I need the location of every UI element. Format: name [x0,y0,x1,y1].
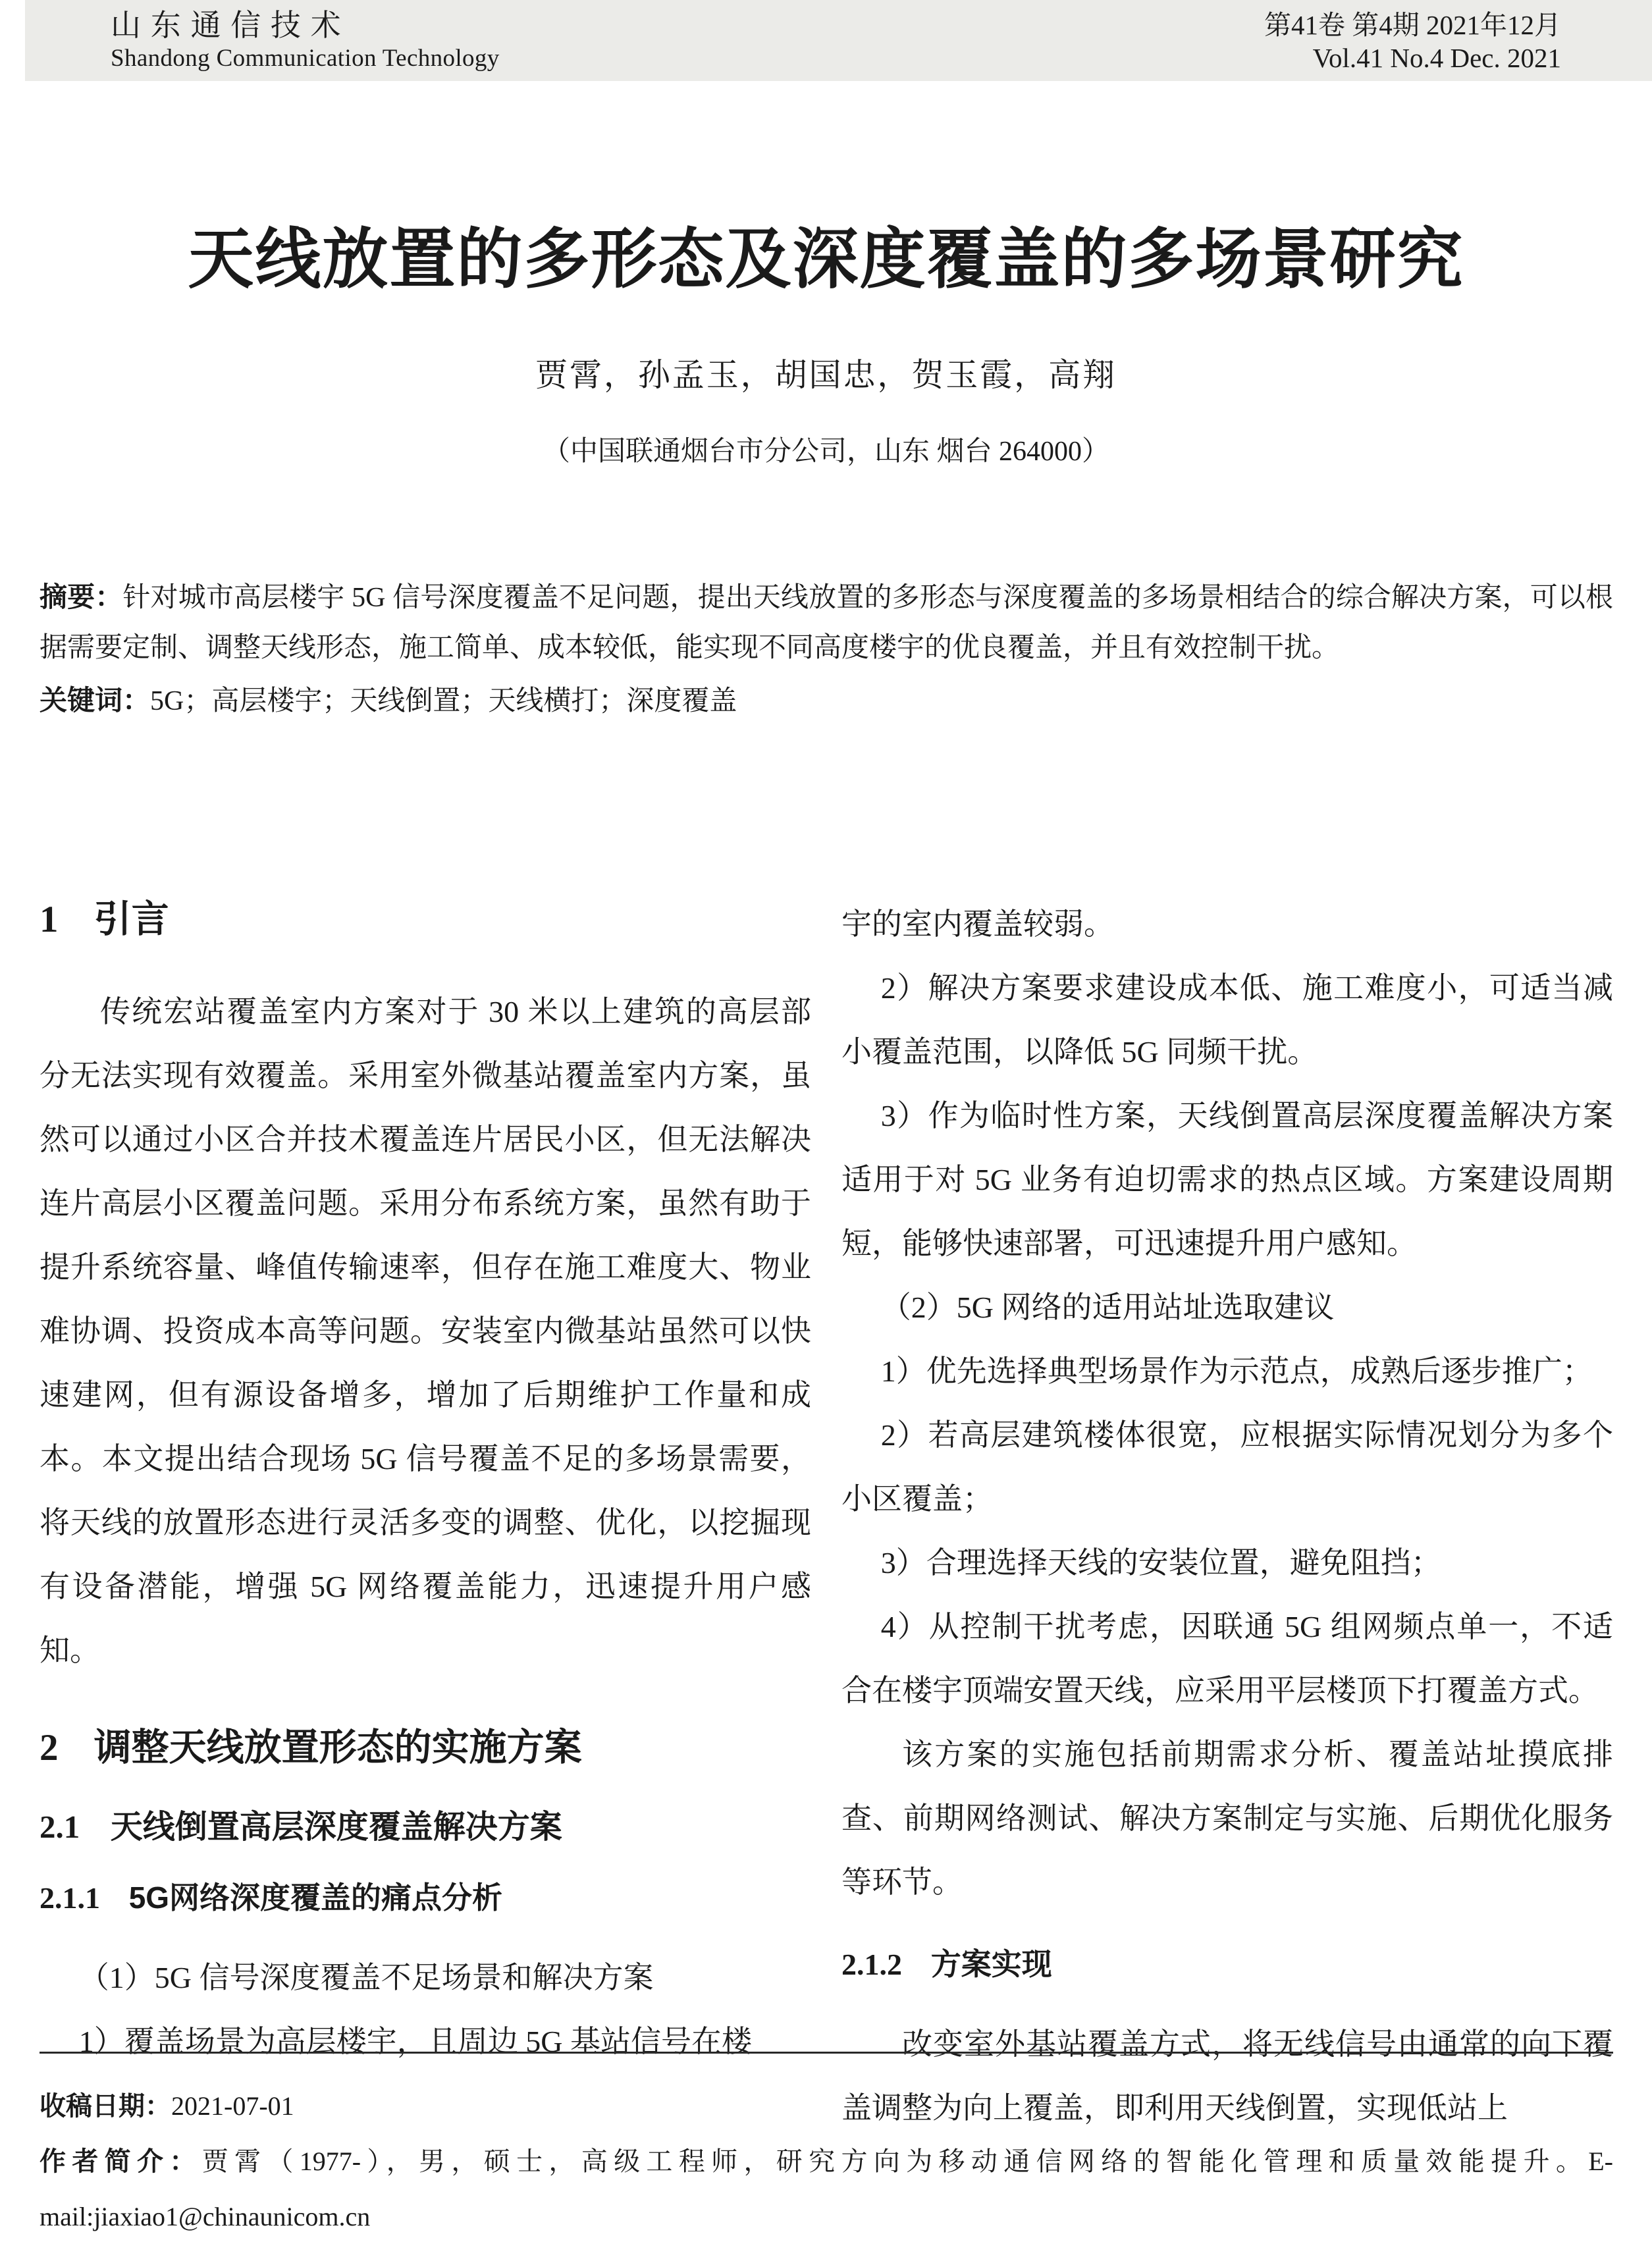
keywords-label: 关键词： [40,685,151,716]
heading-2-1-1-painpoint [40,1879,811,1917]
heading-1-text: 引言 [93,898,169,940]
scene-item-3-paragraph: 3）作为临时性方案，天线倒置高层深度覆盖解决方案适用于对 5G 业务有迫切需求的热点区域。方案建设周期短，能够快速部署，可迅速提升用户感知。 [841,1099,1613,1260]
scene-intro-paragraph: （1）5G 信号深度覆盖不足场景和解决方案 [78,1961,654,1994]
body-columns [40,892,1613,2140]
heading-2-implementation [40,1726,811,1770]
heading-2-1-text: 天线倒置高层深度覆盖解决方案 [110,1809,562,1845]
heading-2-1-1-text: 5G网络深度覆盖的痛点分析 [128,1880,503,1915]
abstract-paragraph [40,572,1613,673]
journal-name-block [111,9,500,73]
article-affiliation: （中国联通烟台市分公司，山东 烟台 264000） [542,437,1109,467]
journal-issue-en: Vol.41 No.4 Dec. 2021 [1312,42,1561,73]
heading-2-1-2-realization [841,1946,1613,1983]
implementation-steps-paragraph: 该方案的实施包括前期需求分析、覆盖站址摸底排查、前期网络测试、解决方案制定与实施、后期优化服务等环节。 [841,1738,1613,1899]
article-title: 天线放置的多形态及深度覆盖的多场景研究 [188,223,1464,296]
intro-paragraph: 传统宏站覆盖室内方案对于 30 米以上建筑的高层部分无法实现有效覆盖。采用室外微基站覆盖室内方案，虽然可以通过小区合并技术覆盖连片居民小区，但无法解决连片高层小区覆盖问题。采用分布系统方案，虽然有助于提升系统容量、峰值传输速率，但存在施工难度大、物业难协调、投资成本高等问题。安装室内微基站虽然可以快速建网，但有源设备增多，增加了后期维护工作量和成本。本文提出结合现场 5G 信号覆盖不足的多场景需要，将天线的放置形态进行灵活多变的调整、优化，以挖掘现有设备潜能，增强 5G 网络覆盖能力，迅速提升用户感知。 [40,995,811,1667]
site-advice-1-paragraph: 1）优先选择典型场景作为示范点，成熟后逐步推广； [880,1354,1593,1388]
realization-paragraph: 改变室外基站覆盖方式，将无线信号由通常的向下覆盖调整为向上覆盖，即利用天线倒置，实现低站上 [841,2027,1613,2125]
journal-name-cn: 山东通信技术 [111,8,351,42]
scene-item-1-paragraph: 1）覆盖场景为高层楼宇，且周边 5G 基站信号在楼 [78,2025,753,2058]
received-date-line [40,2079,1613,2134]
journal-issue-block [1264,9,1561,73]
abstract-text: 针对城市高层楼宇 5G 信号深度覆盖不足问题，提出天线放置的多形态与深度覆盖的多场景相结合的综合解决方案，可以根据需要定制、调整天线形态，施工简单、成本较低，能实现不同高度楼宇的优良覆盖，并且有效控制干扰。 [40,583,1613,663]
footer-divider [40,2052,1613,2054]
site-advice-2-paragraph: 2）若高层建筑楼体很宽，应根据实际情况划分为多个小区覆盖； [841,1418,1613,1516]
author-bio-line [40,2134,1613,2245]
journal-header-band [25,0,1652,81]
scene-item-1-continuation: 宇的室内覆盖较弱。 [841,907,1114,941]
author-bio-text: 贾霄（1977-），男，硕士，高级工程师，研究方向为移动通信网络的智能化管理和质量效能提升。E-mail:jiaxiao1@chinaunicom.cn [40,2146,1614,2231]
author-bio-label: 作者简介： [40,2147,202,2176]
site-advice-4-paragraph: 4）从控制干扰考虑，因联通 5G 组网频点单一，不适合在楼宇顶端安置天线，应采用平层楼顶下打覆盖方式。 [841,1610,1613,1707]
received-date-label: 收稿日期： [40,2092,171,2121]
site-advice-3-paragraph: 3）合理选择天线的安装位置，避免阻挡； [880,1546,1441,1580]
heading-2-1-2-number: 2.1.2 [841,1948,902,1981]
heading-2-1-2-text: 方案实现 [930,1947,1052,1981]
received-date-value: 2021-07-01 [171,2091,294,2121]
keywords-text: 5G；高层楼宇；天线倒置；天线横打；深度覆盖 [150,686,737,716]
article-authors: 贾霄，孙孟玉，胡国忠，贺玉霞，高翔 [535,357,1117,393]
heading-2-1-number: 2.1 [40,1809,80,1845]
heading-1-number: 1 [40,899,59,940]
abstract-label: 摘要： [40,581,123,612]
keywords-paragraph [40,676,1613,726]
heading-1-introduction [40,897,811,942]
scene-item-2-paragraph: 2）解决方案要求建设成本低、施工难度小，可适当减小覆盖范围，以降低 5G 同频干扰。 [841,971,1613,1069]
heading-2-number: 2 [40,1727,59,1769]
heading-2-1-1-number: 2.1.1 [40,1881,100,1915]
journal-name-en: Shandong Communication Technology [111,44,500,72]
right-column [841,892,1613,2140]
abstract-block [40,572,1613,726]
page-footer [40,2052,1613,2245]
heading-2-1-solution [40,1808,811,1846]
journal-issue-cn: 第41卷 第4期 2021年12月 [1264,9,1561,40]
heading-2-text: 调整天线放置形态的实施方案 [93,1726,582,1769]
left-column [40,892,811,2073]
site-advice-intro-paragraph: （2）5G 网络的适用站址选取建议 [880,1291,1335,1324]
